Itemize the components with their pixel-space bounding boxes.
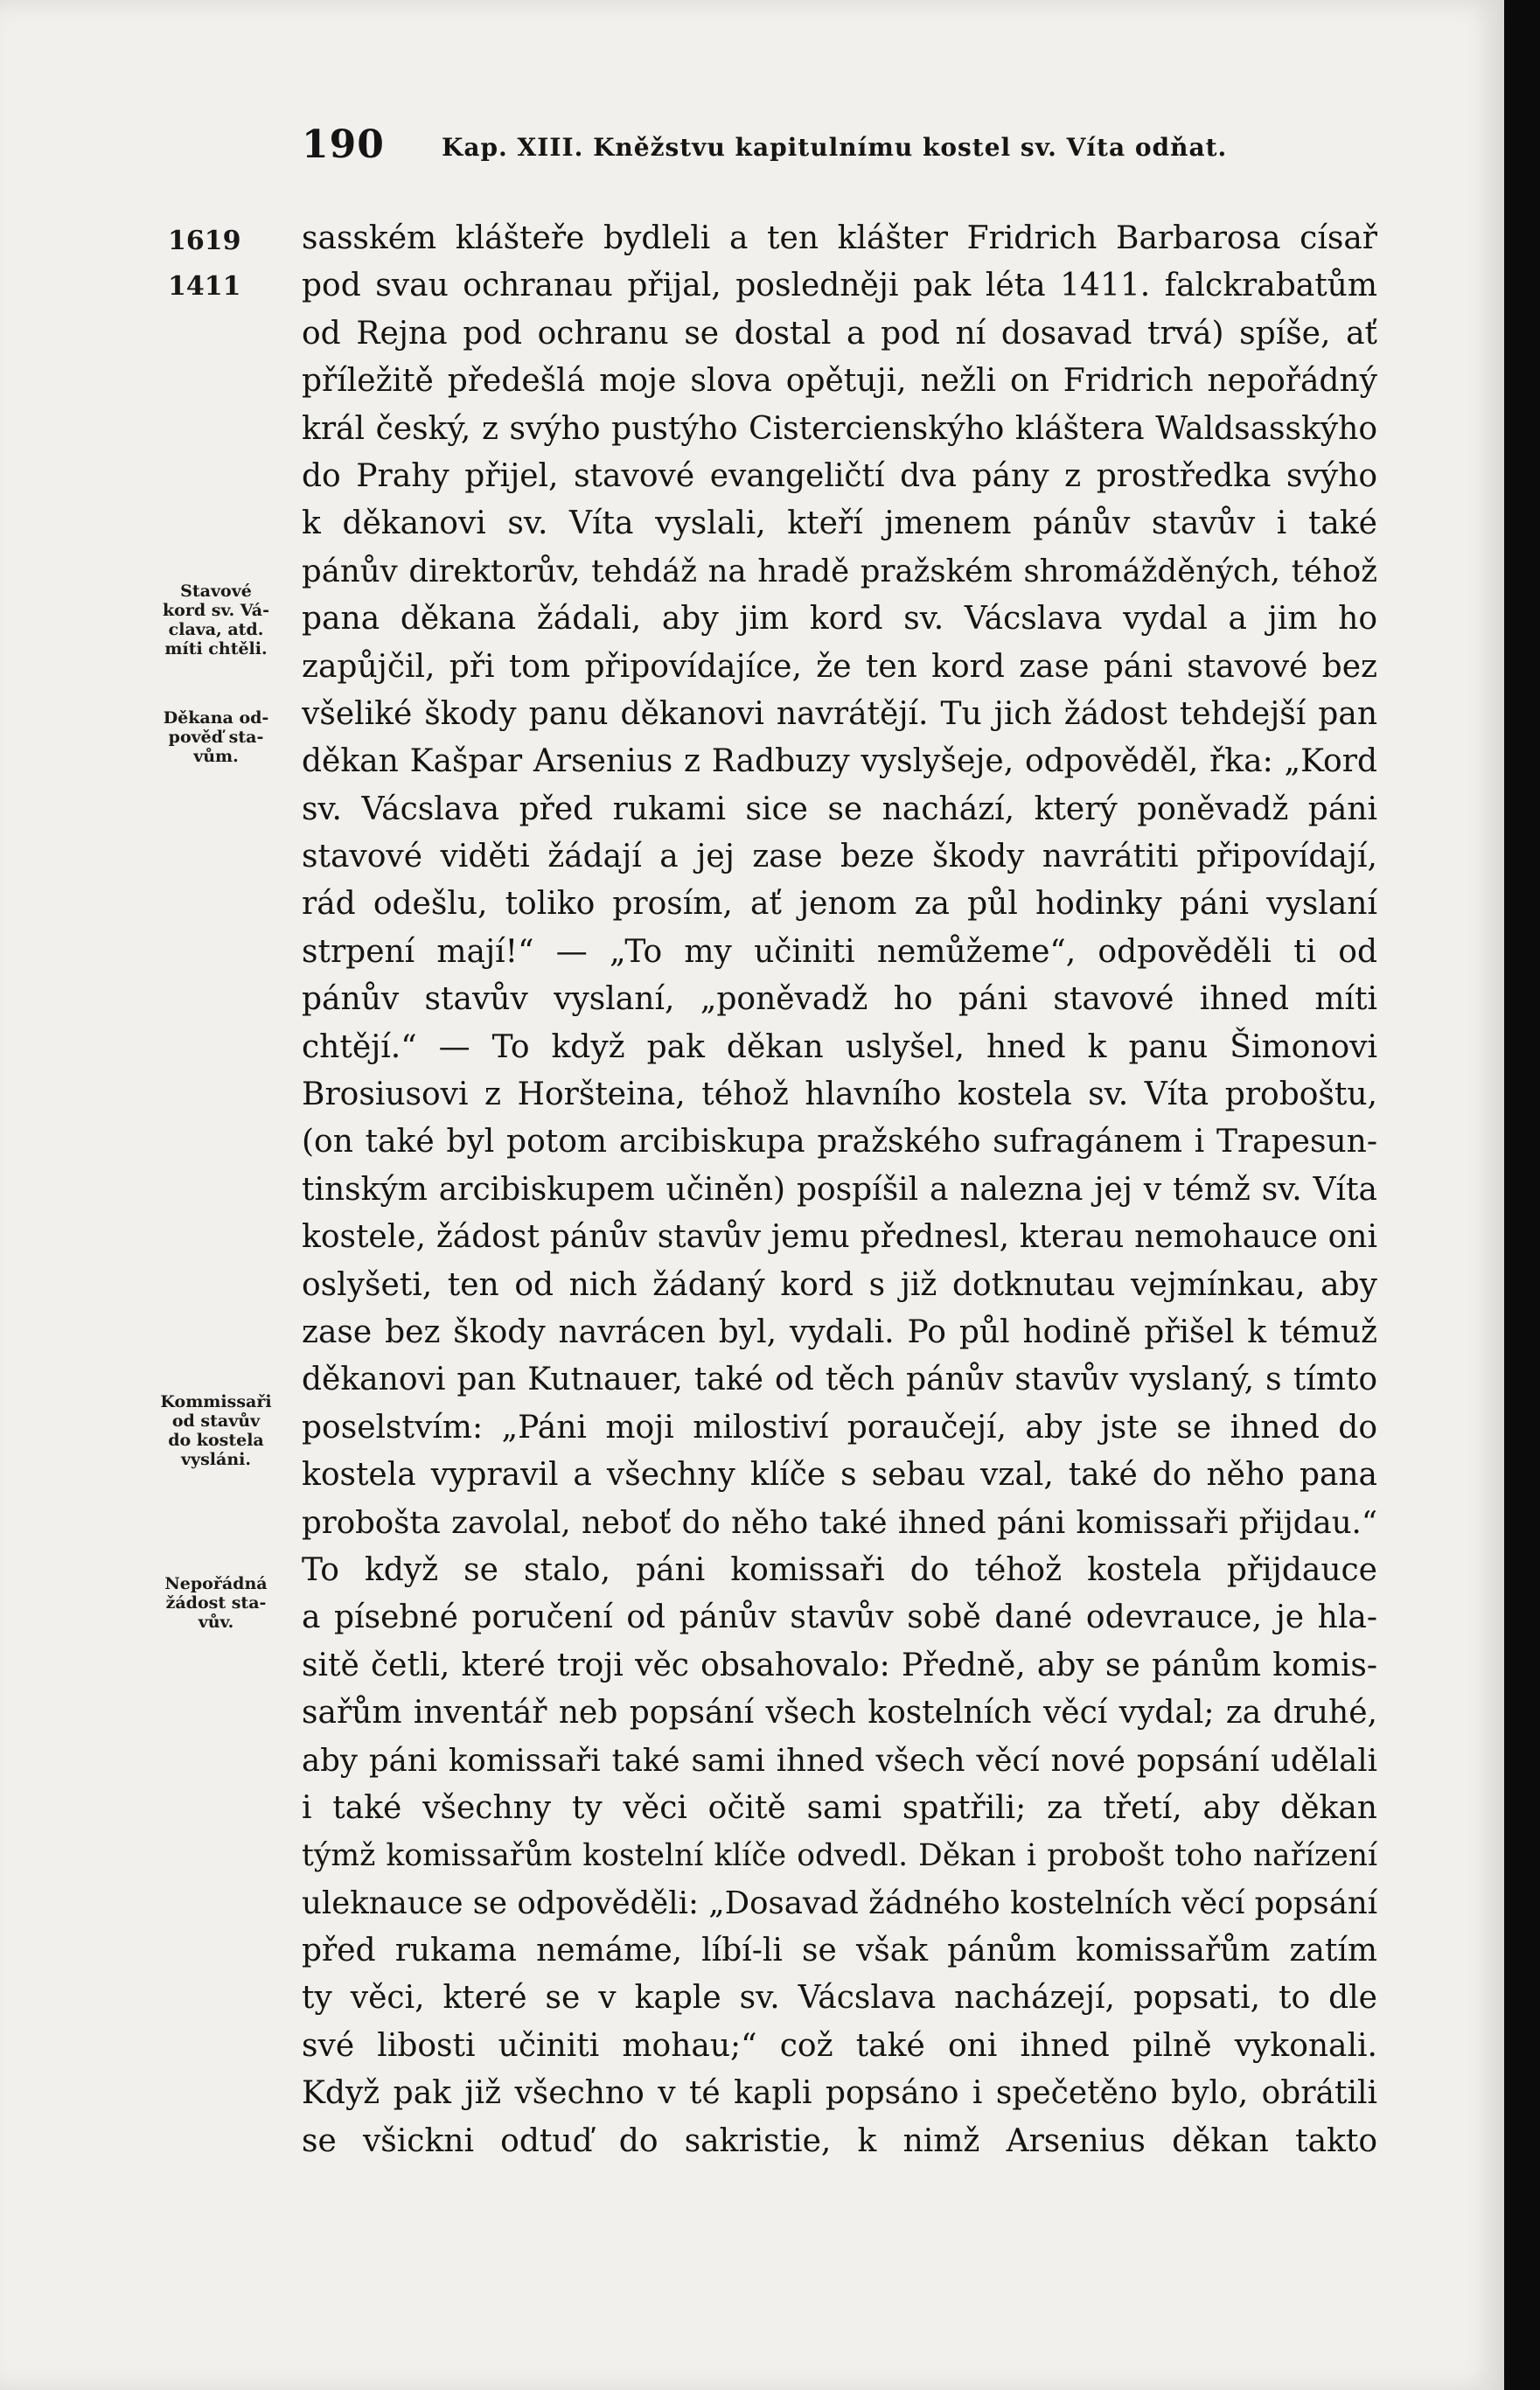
margin-note-line: Nepořádná [164,1574,268,1593]
text-line: kostela vypravil a všechny klíče s sebau vzal, také do něho pana [302,1457,1377,1494]
text-line: strpení mají!“ — „To my učiniti nemůžeme“, odpověděli ti od [302,933,1377,970]
margin-note [147,582,285,658]
text-line: zapůjčil, při tom připovídajíce, že ten kord zase páni stavové bez [302,648,1377,685]
margin-note-line: Stavové [180,582,252,601]
text-line: Když pak již všechno v té kapli popsáno i spečetěno bylo, obrátili [302,2075,1377,2112]
body-text [302,215,1377,2165]
margin-note [147,1574,285,1632]
margin-year: 1619 [168,226,241,256]
margin-note-line: vysláni. [181,1450,251,1469]
text-line: příležitě předešlá moje slova opětuji, nežli on Fridrich nepořádný [302,363,1377,400]
text-line: To když se stalo, páni komissaři do téhož kostela přijdauce [302,1551,1377,1588]
margin-note [147,708,285,766]
text-line: sařům inventář neb popsání všech kostelních věcí vydal; za druhé, [302,1695,1377,1732]
text-line: všeliké škody panu děkanovi navrátějí. Tu jich žádost tehdejší pan [302,695,1377,732]
text-line: poselstvím: „Páni moji milostiví poraučejí, aby jste se ihned do [302,1409,1377,1446]
text-line: chtějí.“ — To když pak děkan uslyšel, hned k panu Šimonovi [302,1028,1377,1065]
text-line: (on také byl potom arcibiskupa pražského sufragánem i Trapesun- [302,1124,1377,1160]
text-line: sitě četli, které troji věc obsahovalo: Předně, aby se pánům komis- [302,1647,1377,1683]
text-line: do Prahy přijel, stavové evangeličtí dva pány z prostředka svýho [302,457,1377,494]
page-number: 190 [302,122,385,167]
text-line: rád odešlu, toliko prosím, ať jenom za půl hodinky páni vyslaní [302,886,1377,923]
text-line: sasském klášteře bydleli a ten klášter Fridrich Barbarosa císař [302,220,1377,256]
text-line: děkanovi pan Kutnauer, také od těch pánův stavův vyslaný, s tímto [302,1362,1377,1398]
text-line: pana děkana žádali, aby jim kord sv. Vácslava vydal a jim ho [302,601,1377,638]
text-line: týmž komissařům kostelní klíče odvedl. Děkan i probošt toho nařízení [302,1838,1377,1874]
text-line: i také všechny ty věci očitě sami spatřili; za třetí, aby děkan [302,1789,1377,1826]
text-line: pod svau ochranau přijal, posledněji pak léta 1411. falckrabatům [302,268,1377,304]
margin-note-line: Kommissaři [160,1392,272,1411]
text-line: Brosiusovi z Horšteina, téhož hlavního kostela sv. Víta proboštu, [302,1077,1377,1113]
text-line: uleknauce se odpověděli: „Dosavad žádného kostelních věcí popsání [302,1885,1377,1921]
text-line: před rukama nemáme, líbí-li se však pánům komissařům zatím [302,1933,1377,1969]
margin-note-line: Děkana od- [163,708,269,728]
text-line: se všickni odtuď do sakristie, k nimž Arsenius děkan takto [302,2122,1377,2159]
margin-note [147,1392,285,1469]
text-line: své libosti učiniti mohau;“ což také oni ihned pilně vykonali. [302,2027,1377,2064]
margin-note-line: vův. [198,1613,234,1632]
margin-note-line: míti chtěli. [164,639,268,658]
text-line: k děkanovi sv. Víta vyslali, kteří jmenem pánův stavův i také [302,505,1377,542]
text-line: aby páni komissaři také sami ihned všech věcí nové popsání udělali [302,1742,1377,1779]
margin-note-line: od stavův [171,1411,261,1431]
text-line: tinským arcibiskupem učiněn) pospíšil a nalezna jej v témž sv. Víta [302,1171,1377,1208]
margin-note-line: vům. [193,747,239,766]
text-line: od Rejna pod ochranu se dostal a pod ní dosavad trvá) spíše, ať [302,315,1377,352]
text-line: ty věci, které se v kaple sv. Vácslava nacházejí, popsati, to dle [302,1980,1377,2017]
text-line: zase bez škody navrácen byl, vydali. Po půl hodině přišel k témuž [302,1313,1377,1350]
margin-year: 1411 [168,271,241,302]
text-line: probošta zavolal, neboť do něho také ihned páni komissaři přijdau.“ [302,1504,1377,1541]
text-line: kostele, žádost pánův stavův jemu přednesl, kterau nemohauce oni [302,1219,1377,1256]
text-line: stavové viděti žádají a jej zase beze škody navrátiti připovídají, [302,839,1377,875]
text-line: děkan Kašpar Arsenius z Radbuzy vyslyšeje, odpověděl, řka: „Kord [302,743,1377,780]
margin-note-line: pověď sta- [168,728,264,747]
margin-note-line: kord sv. Vá- [163,601,269,620]
running-title: Kap. XIII. Kněžstvu kapitulnímu kostel sv. Víta odňat. [442,133,1228,162]
page-header [302,122,1377,175]
text-line: pánův stavův vyslaní, „poněvadž ho páni stavové ihned míti [302,981,1377,1018]
margin-note-line: clava, atd. [168,620,264,639]
margin-note-line: do kostela [168,1431,264,1450]
text-line: oslyšeti, ten od nich žádaný kord s již dotknutau vejmínkau, aby [302,1266,1377,1303]
text-line: a písebné poručení od pánův stavův sobě dané odevrauce, je hla- [302,1599,1377,1636]
text-line: král český, z svýho pustýho Cistercienskýho kláštera Waldsasskýho [302,410,1377,447]
text-line: sv. Vácslava před rukami sice se nachází, který poněvadž páni [302,791,1377,827]
text-line: pánův direktorův, tehdáž na hradě pražském shromážděných, téhož [302,553,1377,589]
margin-note-line: žádost sta- [165,1593,267,1613]
